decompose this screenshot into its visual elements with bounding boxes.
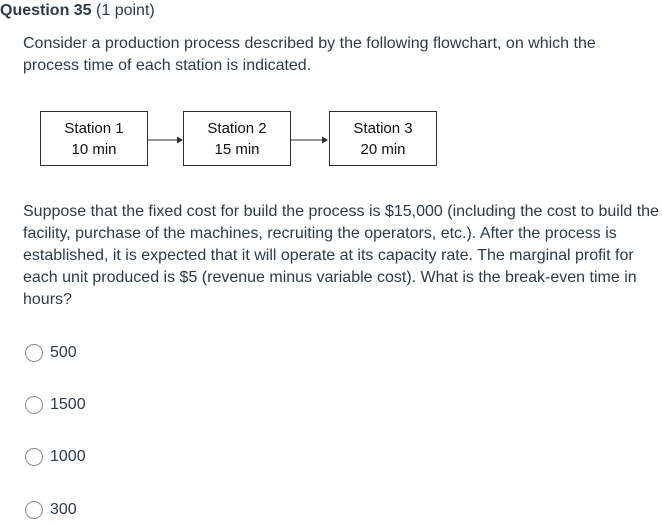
station-3-name: Station 3 — [353, 120, 413, 137]
question-number: Question 35 — [0, 2, 92, 19]
question-intro: Consider a production process described by the following flowchart, on which the process time of each station is indicated. — [23, 35, 596, 74]
answer-option-label: 300 — [50, 501, 77, 518]
flow-arrow-2 — [291, 130, 329, 150]
answer-option-3[interactable] — [25, 446, 86, 468]
station-1-name: Station 1 — [64, 120, 124, 137]
station-1-box — [40, 111, 148, 166]
station-2-box — [183, 111, 291, 166]
question-body: Suppose that the fixed cost for build the process is $15,000 (including the cost to build the facility, purchase of the machines, recruiting the operators, etc.). After the process is established, it is expected that it will operate at its capacity rate. The marginal profit for each unit produced is $5 (revenue minus variable cost). What is the break-even time in hours? — [23, 203, 659, 308]
answer-option-label: 1500 — [50, 396, 86, 413]
radio-button[interactable] — [25, 448, 43, 466]
station-1-time: 10 min — [71, 141, 117, 158]
station-2-time: 15 min — [214, 141, 260, 158]
answer-option-label: 500 — [50, 344, 77, 361]
station-3-time: 20 min — [360, 141, 406, 158]
answer-option-label: 1000 — [50, 448, 86, 465]
answer-option-1[interactable] — [25, 342, 77, 364]
answer-option-2[interactable] — [25, 394, 86, 416]
radio-button[interactable] — [25, 501, 43, 519]
flow-arrow-1 — [148, 130, 184, 150]
question-points: (1 point) — [96, 2, 155, 19]
answer-option-4[interactable] — [25, 499, 77, 521]
station-2-name: Station 2 — [207, 120, 267, 137]
station-3-box — [329, 111, 437, 166]
radio-button[interactable] — [25, 396, 43, 414]
radio-button[interactable] — [25, 344, 43, 362]
flowchart — [0, 0, 662, 200]
